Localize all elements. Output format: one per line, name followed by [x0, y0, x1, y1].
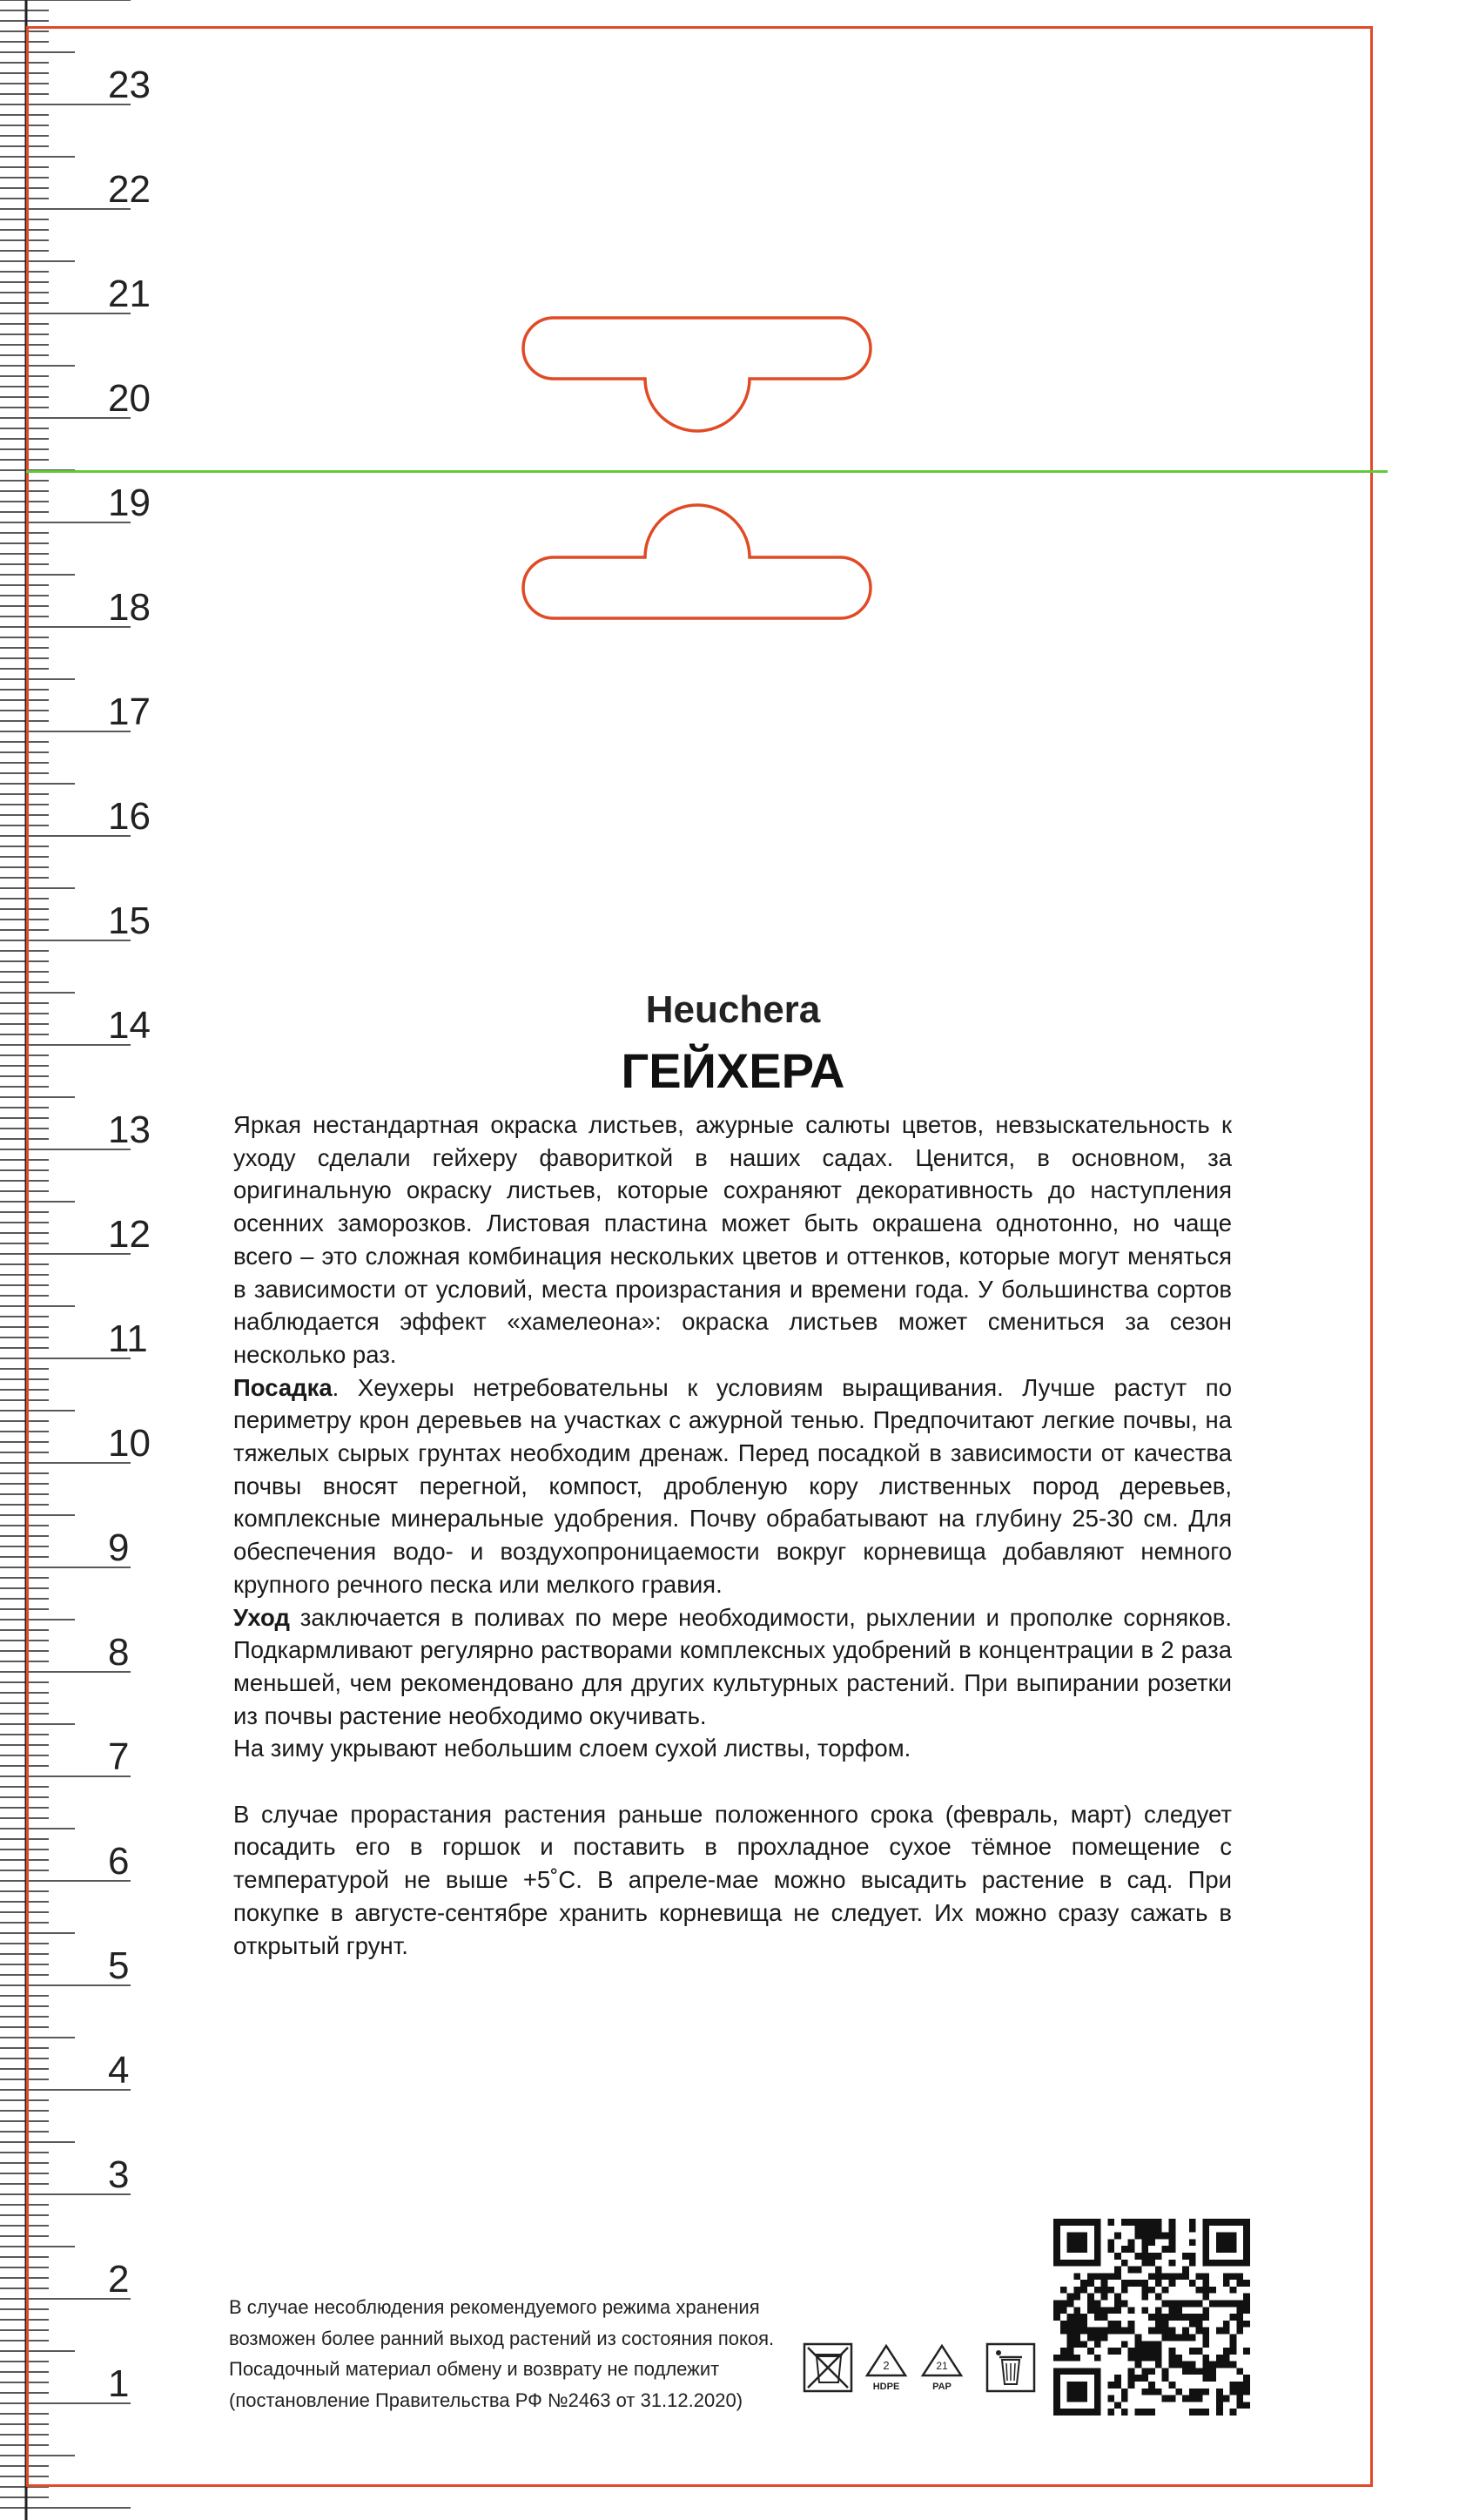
- latin-name: Heuchera: [645, 988, 821, 1031]
- ruler-label: 3: [108, 2153, 130, 2196]
- pap-number: 21: [936, 2360, 948, 2372]
- fold-line: [26, 470, 1388, 473]
- ruler-label: 5: [108, 1944, 130, 1987]
- storage-note-line: Посадочный материал обмену и возврату не подлежит: [229, 2358, 720, 2380]
- care-paragraph: [233, 1601, 1232, 1733]
- intro-paragraph: Яркая нестандартная окраска листьев, ажурные салюты цветов, невзыскательность к уходу сделали гейхеру фавориткой в наших садах. Ценится, в основном, за оригинальную окраску листьев, которые сохраняют декоративность до наступления осенних заморозков. Листовая пластина может быть окрашена однотонно, но чаще всего – это сложная комбинация нескольких цветов и оттенков, которые могут меняться в зависимости от условий, места произрастания и времени года. У большинства сортов наблюдается эффект «хамелеона»: окраска листьев может смениться за сезон несколько раз.: [233, 1111, 1232, 1368]
- planting-paragraph: [233, 1371, 1232, 1601]
- qr-code: [1053, 2219, 1250, 2416]
- ruler-label: 7: [108, 1735, 130, 1778]
- hang-tab-slot-bottom: [528, 522, 867, 627]
- care-text: заключается в поливах по мере необходимости, рыхлении и прополке сорняков. Подкармливают регулярно растворами комплексных удобрений в концентрации в 2 раза меньшей, чем рекомендовано для других культурных растений. При выпирании розетки из почвы растение необходимо окучивать.: [233, 1603, 1232, 1729]
- ruler-label: 16: [108, 795, 151, 838]
- ruler-label: 18: [108, 586, 151, 629]
- care-label: Уход: [233, 1603, 290, 1631]
- description-text: [233, 1108, 1232, 1962]
- ruler-label: 1: [108, 2362, 130, 2405]
- storage-note-line: В случае несоблюдения рекомендуемого режима хранения: [229, 2296, 760, 2318]
- ruler-label: 15: [108, 900, 151, 942]
- hdpe-number: 2: [883, 2359, 890, 2372]
- ruler-label: 14: [108, 1004, 151, 1047]
- hang-tab-slot-top: [528, 313, 867, 418]
- recycle-icons: [803, 2341, 1038, 2395]
- title-block: [0, 984, 1466, 1104]
- recycle-hdpe-icon: [867, 2346, 905, 2392]
- recycle-pap-icon: [923, 2346, 961, 2392]
- ruler-label: 20: [108, 377, 151, 420]
- no-bin-icon: [804, 2344, 851, 2391]
- winter-paragraph: На зиму укрывают небольшим слоем сухой листвы, торфом.: [233, 1735, 911, 1762]
- ruler-label: 21: [108, 273, 151, 315]
- ruler-label: 9: [108, 1526, 130, 1569]
- plant-name: ГЕЙХЕРА: [621, 1043, 845, 1098]
- ruler-label: 22: [108, 168, 151, 211]
- storage-note-line: возможен более ранний выход растений из состояния покоя.: [229, 2327, 775, 2349]
- ruler-label: 8: [108, 1631, 130, 1674]
- early-sprout-paragraph: В случае прорастания растения раньше положенного срока (февраль, март) следует посадить его в горшок и поставить в прохладное сухое тёмное помещение с температурой не выше +5˚С. В апреле-мае можно высадить растение в сад. При покупке в августе-сентябре хранить корневища не следует. Их можно сразу сажать в открытый грунт.: [233, 1800, 1232, 1959]
- ruler-label: 23: [108, 64, 151, 106]
- ruler-label: 6: [108, 1840, 130, 1883]
- ruler-label: 2: [108, 2258, 130, 2301]
- ruler-label: 12: [108, 1213, 151, 1256]
- planting-label: Посадка: [233, 1373, 333, 1401]
- ruler-label: 4: [108, 2049, 130, 2092]
- ruler-label: 13: [108, 1108, 151, 1151]
- ruler-label: 11: [108, 1317, 148, 1360]
- ruler-label: 10: [108, 1422, 151, 1465]
- pap-label: PAP: [932, 2382, 952, 2392]
- planting-text: . Хеухеры нетребовательны к условиям выращивания. Лучше растут по периметру крон деревьев на участках с ажурной тенью. Предпочитают легкие почвы, на тяжелых сырых грунтах необходим дренаж. Перед посадкой в зависимости от качества почвы вносят перегной, компост, дробленую кору лиственных пород деревьев, комплексные минеральные удобрения. Почву обрабатывают на глубину 25-30 см. Для обеспечения водо- и воздухопроницаемости вокруг корневища добавляют немного крупного речного песка или мелкого гравия.: [233, 1373, 1232, 1598]
- hdpe-label: HDPE: [872, 2382, 900, 2392]
- storage-note-line: (постановление Правительства РФ №2463 от 31.12.2020): [229, 2389, 743, 2411]
- ruler-label: 17: [108, 691, 151, 733]
- storage-note: [229, 2292, 774, 2416]
- ruler-label: 19: [108, 482, 151, 524]
- trash-bin-icon: [987, 2344, 1034, 2391]
